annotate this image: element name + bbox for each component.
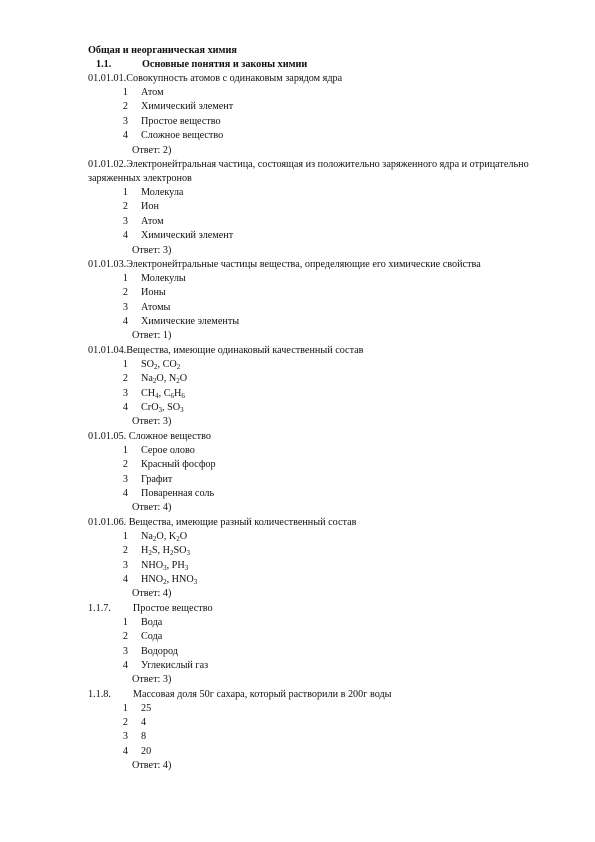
answer-option [88, 559, 558, 573]
option-number: 2 [122, 459, 128, 471]
formula-subscript: 2 [176, 534, 180, 543]
formula-part: Na [141, 373, 153, 385]
question-stem: 01.01.03.Электронейтральные частицы вещества, определяющие его химические свойства [88, 258, 481, 270]
formula-subscript: 3 [186, 549, 191, 558]
answer-option [88, 315, 558, 329]
question-stem: 01.01.06. Вещества, имеющие разный количественный состав [88, 516, 357, 528]
option-text: Красный фосфор [141, 459, 216, 471]
formula-part: , PH [166, 559, 185, 571]
answer-option [88, 473, 558, 487]
option-text [128, 387, 185, 401]
option-text: 4 [141, 717, 147, 729]
question-list [88, 72, 558, 774]
answer-option [88, 286, 558, 300]
option-number: 4 [122, 230, 128, 242]
formula-part: H [174, 387, 182, 399]
option-number: 4 [122, 130, 128, 142]
formula-part: NHO [141, 559, 164, 571]
question-block [88, 516, 558, 602]
formula-part: S, H [151, 545, 170, 557]
formula-part: , HNO [166, 573, 194, 585]
option-number: 2 [122, 201, 128, 213]
formula-subscript: 2 [163, 577, 167, 586]
formula-subscript: 4 [155, 391, 159, 400]
formula-subscript: 3 [158, 406, 163, 415]
option-text: Химический элемент [141, 230, 234, 242]
question-number: 1.1.8. [88, 688, 111, 700]
option-number: 3 [122, 473, 128, 485]
document-title: Общая и неорганическая химия [88, 45, 237, 56]
formula-subscript: 6 [170, 391, 175, 400]
formula-subscript: 2 [152, 534, 157, 543]
option-number: 4 [122, 659, 128, 671]
option-text: Ион [141, 201, 159, 213]
option-text: Вода [141, 616, 163, 628]
formula-part: CrO [141, 402, 159, 414]
option-text: Атом [141, 215, 164, 227]
formula-subscript: 2 [176, 362, 181, 371]
answer-option [88, 387, 558, 401]
formula-subscript: 2 [154, 362, 158, 371]
formula-part: O [179, 530, 188, 542]
option-text: Молекула [141, 186, 184, 198]
option-number: 1 [122, 272, 128, 284]
answer-option [88, 530, 558, 544]
question-stem [88, 688, 558, 702]
answer-key: Ответ: 3) [132, 416, 172, 428]
question-block [88, 602, 558, 688]
option-text: Сложное вещество [141, 130, 224, 142]
option-number: 2 [122, 631, 128, 643]
answer-option [88, 716, 558, 730]
answer-option [88, 544, 558, 558]
answer-option [88, 215, 558, 229]
formula-part: O, K [156, 530, 177, 542]
question-block [88, 688, 558, 774]
answer-option [88, 645, 558, 659]
question-block [88, 72, 558, 158]
formula-subscript: 2 [148, 549, 152, 558]
option-number: 3 [122, 731, 128, 743]
formula-part: HNO [141, 573, 164, 585]
question-block [88, 258, 558, 344]
option-number: 4 [122, 316, 128, 328]
answer-option [88, 86, 558, 100]
question-stem: 01.01.02.Электронейтральная частица, состоящая из положительно заряженного ядра и отрицательно заряженных электронов [88, 158, 529, 184]
option-number: 3 [122, 215, 128, 227]
option-text [128, 358, 180, 372]
option-number: 1 [122, 616, 128, 628]
answer-option [88, 100, 558, 114]
option-text: Сода [141, 631, 163, 643]
question-stem [88, 602, 558, 616]
section-heading [88, 58, 558, 72]
option-text [128, 530, 187, 544]
option-text: 25 [141, 702, 152, 714]
formula-part: O, N [156, 373, 177, 385]
formula-subscript: 2 [176, 377, 180, 386]
option-text: 8 [141, 731, 147, 743]
answer-option [88, 630, 558, 644]
option-number: 3 [122, 559, 128, 571]
question-block [88, 430, 558, 516]
answer-option [88, 186, 558, 200]
option-text [128, 559, 188, 573]
answer-key: Ответ: 2) [132, 144, 172, 156]
question-stem: 01.01.01.Совокупность атомов с одинаковым зарядом ядра [88, 73, 343, 84]
formula-part: CH [141, 387, 156, 399]
option-text: Серое олово [141, 444, 195, 456]
question-stem: 01.01.05. Сложное вещество [88, 430, 211, 442]
option-number: 1 [122, 358, 128, 370]
option-number: 4 [122, 487, 128, 499]
option-text: Химические элементы [141, 316, 240, 328]
option-text: Атомы [141, 301, 171, 313]
answer-option [88, 702, 558, 716]
formula-subscript: 2 [152, 377, 157, 386]
question-block [88, 344, 558, 430]
option-number: 3 [122, 387, 128, 399]
option-number: 2 [122, 545, 128, 557]
answer-option [88, 115, 558, 129]
option-number: 1 [122, 186, 128, 198]
answer-option [88, 730, 558, 744]
option-number: 3 [122, 115, 128, 127]
answer-option [88, 573, 558, 587]
option-text: Молекулы [141, 272, 186, 284]
answer-option [88, 458, 558, 472]
answer-option [88, 200, 558, 214]
option-text: Простое вещество [141, 115, 221, 127]
option-text [128, 372, 187, 386]
option-number: 1 [122, 87, 128, 98]
answer-option [88, 358, 558, 372]
formula-subscript: 3 [180, 406, 184, 415]
option-number: 3 [122, 301, 128, 313]
option-text: Химический элемент [141, 101, 234, 113]
formula-subscript: 3 [163, 563, 167, 572]
option-number: 3 [122, 645, 128, 657]
formula-part: , SO [162, 402, 181, 414]
option-number: 4 [122, 745, 128, 757]
option-text: Атом [141, 87, 164, 98]
formula-part: O [179, 373, 188, 385]
formula-part: , C [158, 387, 171, 399]
answer-option [88, 372, 558, 386]
answer-key: Ответ: 3) [132, 674, 172, 686]
section-title: Основные понятия и законы химии [142, 59, 308, 70]
option-number: 4 [122, 402, 128, 414]
answer-option [88, 745, 558, 759]
answer-key: Ответ: 4) [132, 760, 172, 772]
option-number: 2 [122, 287, 128, 299]
formula-subscript: 2 [169, 549, 174, 558]
option-text: Углекислый газ [141, 659, 209, 671]
question-text: Простое вещество [132, 602, 213, 614]
question-text: Массовая доля 50г сахара, который растворили в 200г воды [132, 688, 392, 700]
answer-key: Ответ: 3) [132, 244, 172, 256]
formula-part: , CO [157, 358, 177, 370]
answer-option [88, 659, 558, 673]
section-number: 1.1. [96, 59, 112, 70]
option-number: 1 [122, 530, 128, 542]
answer-key: Ответ: 4) [132, 502, 172, 514]
option-text: Водород [141, 645, 178, 657]
option-number: 4 [122, 573, 128, 585]
formula-subscript: 3 [184, 563, 189, 572]
option-text [128, 544, 190, 558]
answer-key: Ответ: 4) [132, 588, 172, 600]
question-number: 1.1.7. [88, 602, 111, 614]
answer-key: Ответ: 1) [132, 330, 172, 342]
answer-option [88, 444, 558, 458]
question-stem: 01.01.04.Вещества, имеющие одинаковый качественный состав [88, 344, 364, 356]
formula-part: Na [141, 530, 153, 542]
option-number: 2 [122, 101, 128, 113]
answer-option [88, 129, 558, 143]
option-text [128, 401, 184, 415]
option-text: Ионы [141, 287, 166, 299]
option-text: Графит [141, 473, 173, 485]
document-page [88, 44, 558, 774]
option-number: 1 [122, 444, 128, 456]
formula-part: SO [141, 358, 155, 370]
answer-option [88, 301, 558, 315]
answer-option [88, 272, 558, 286]
formula-part: SO [173, 545, 187, 557]
formula-subscript: 3 [193, 577, 198, 586]
option-text: Поваренная соль [141, 487, 215, 499]
answer-option [88, 229, 558, 243]
answer-option [88, 487, 558, 501]
option-number: 2 [122, 717, 128, 729]
formula-part: H [141, 545, 149, 557]
answer-option [88, 616, 558, 630]
formula-subscript: 6 [181, 391, 185, 400]
option-number: 1 [122, 702, 128, 714]
answer-option [88, 401, 558, 415]
question-block [88, 158, 558, 258]
option-number: 2 [122, 373, 128, 385]
option-text: 20 [141, 745, 152, 757]
option-text [128, 573, 197, 587]
